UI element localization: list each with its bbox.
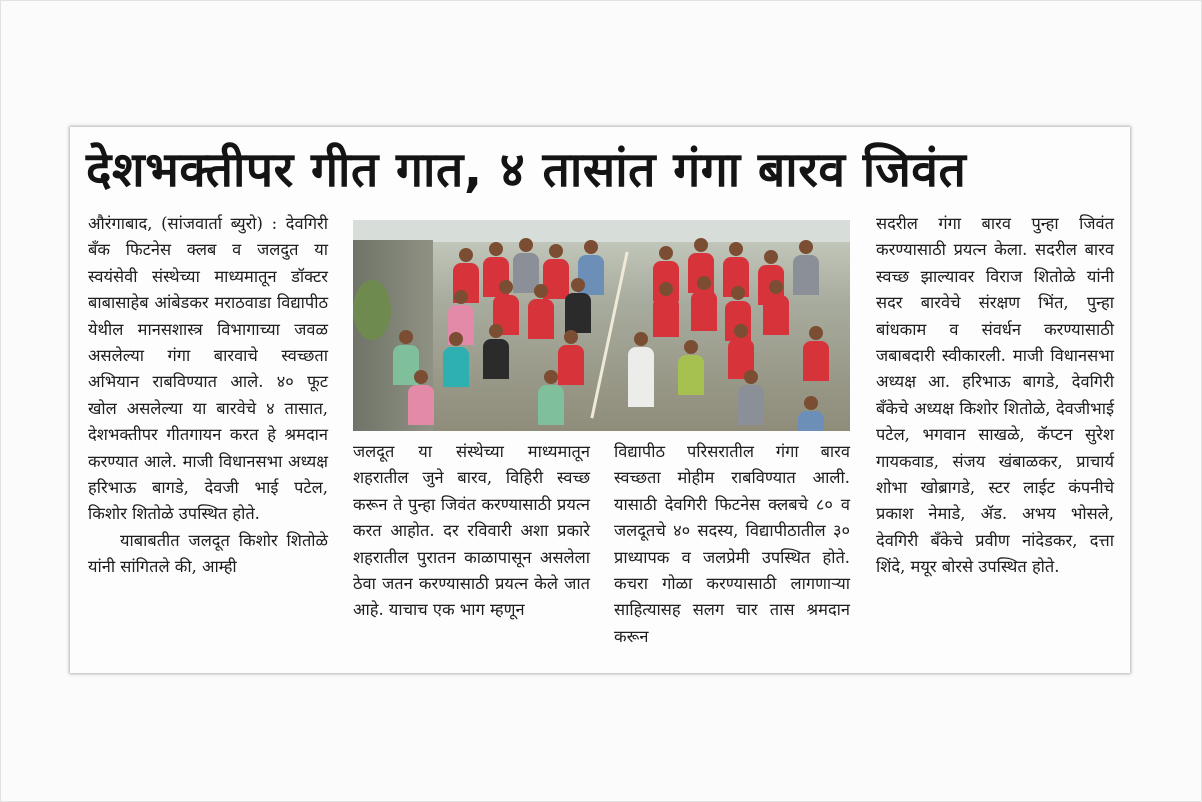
- column-1-paragraph-1: औरंगाबाद, (सांजवार्ता ब्युरो) : देवगिरी बँक फिटनेस क्लब व जलदुत या स्वयंसेवी संस्थेच्या माध्यमातून डॉक्टर बाबासाहेब आंबेडकर मराठवाडा विद्यापीठ येथील मानसशास्त्र विभागाच्या जवळ असलेल्या गंगा बारवाचे स्वच्छता अभियान राबविण्यात आले. ४० फूट खोल असलेल्या या बारवेचे ४ तासात, देशभक्तीपर गीतगायन करत हे श्रमदान करण्यात आले. माजी विधानसभा अध्यक्ष हरिभाऊ बागडे, देवजी भाई पटेल, किशोर शितोळे उपस्थित होते.: [88, 214, 328, 524]
- article-column-1: [88, 211, 328, 581]
- article-headline: देशभक्तीपर गीत गात, ४ तासांत गंगा बारव जिवंत: [86, 142, 967, 198]
- column-3-paragraph: विद्यापीठ परिसरातील गंगा बारव स्वच्छता मोहीम राबविण्यात आली. यासाठी देवगिरी फिटनेस क्लबचे ८० व जलदूतचे ४० सदस्य, विद्यापीठातील ३० प्राध्यापक व जलप्रेमी उपस्थित होते. कचरा गोळा करण्यासाठी लागणाऱ्या साहित्यासह सलग चार तास श्रमदान करून: [614, 442, 850, 646]
- column-1-paragraph-2: याबाबतीत जलदूत किशोर शितोळे यांनी सांगितले की, आम्ही: [88, 530, 328, 577]
- group-photo: [353, 220, 850, 431]
- column-4-paragraph: सदरील गंगा बारव पुन्हा जिवंत करण्यासाठी प्रयत्न केला. सदरील बारव स्वच्छ झाल्यावर विराज शितोळे यांनी सदर बारवेचे संरक्षण भिंत, पुन्हा बांधकाम व संवर्धन करण्यासाठी जबाबदारी स्वीकारली. माजी विधानसभा अध्यक्ष आ. हरिभाऊ बागडे, देवगिरी बँकेचे अध्यक्ष किशोर शितोळे, देवजीभाई पटेल, भगवान साखळे, कॅप्टन सुरेश गायकवाड, संजय खंबाळकर, प्राचार्य शोभा खोब्रागडे, स्टर लाईट कंपनीचे प्रकाश नेमाडे, ॲड. अभय भोसले, देवगिरी बँकेचे प्रवीण नांदेडकर, दत्ता शिंदे, मयूर बोरसे उपस्थित होते.: [876, 214, 1114, 577]
- article-column-2: [353, 439, 590, 624]
- article-column-3: [614, 439, 850, 650]
- article-column-4: [876, 211, 1114, 581]
- newspaper-clipping: [70, 127, 1130, 673]
- column-2-paragraph: जलदूत या संस्थेच्या माध्यमातून शहरातील जुने बारव, विहिरी स्वच्छ करून ते पुन्हा जिवंत करण्यासाठी प्रयत्न करत आहोत. दर रविवारी अशा प्रकारे शहरातील पुरातन काळापासून असलेला ठेवा जतन करण्यासाठी प्रयत्न केले जात आहे. याचाच एक भाग म्हणून: [353, 442, 590, 620]
